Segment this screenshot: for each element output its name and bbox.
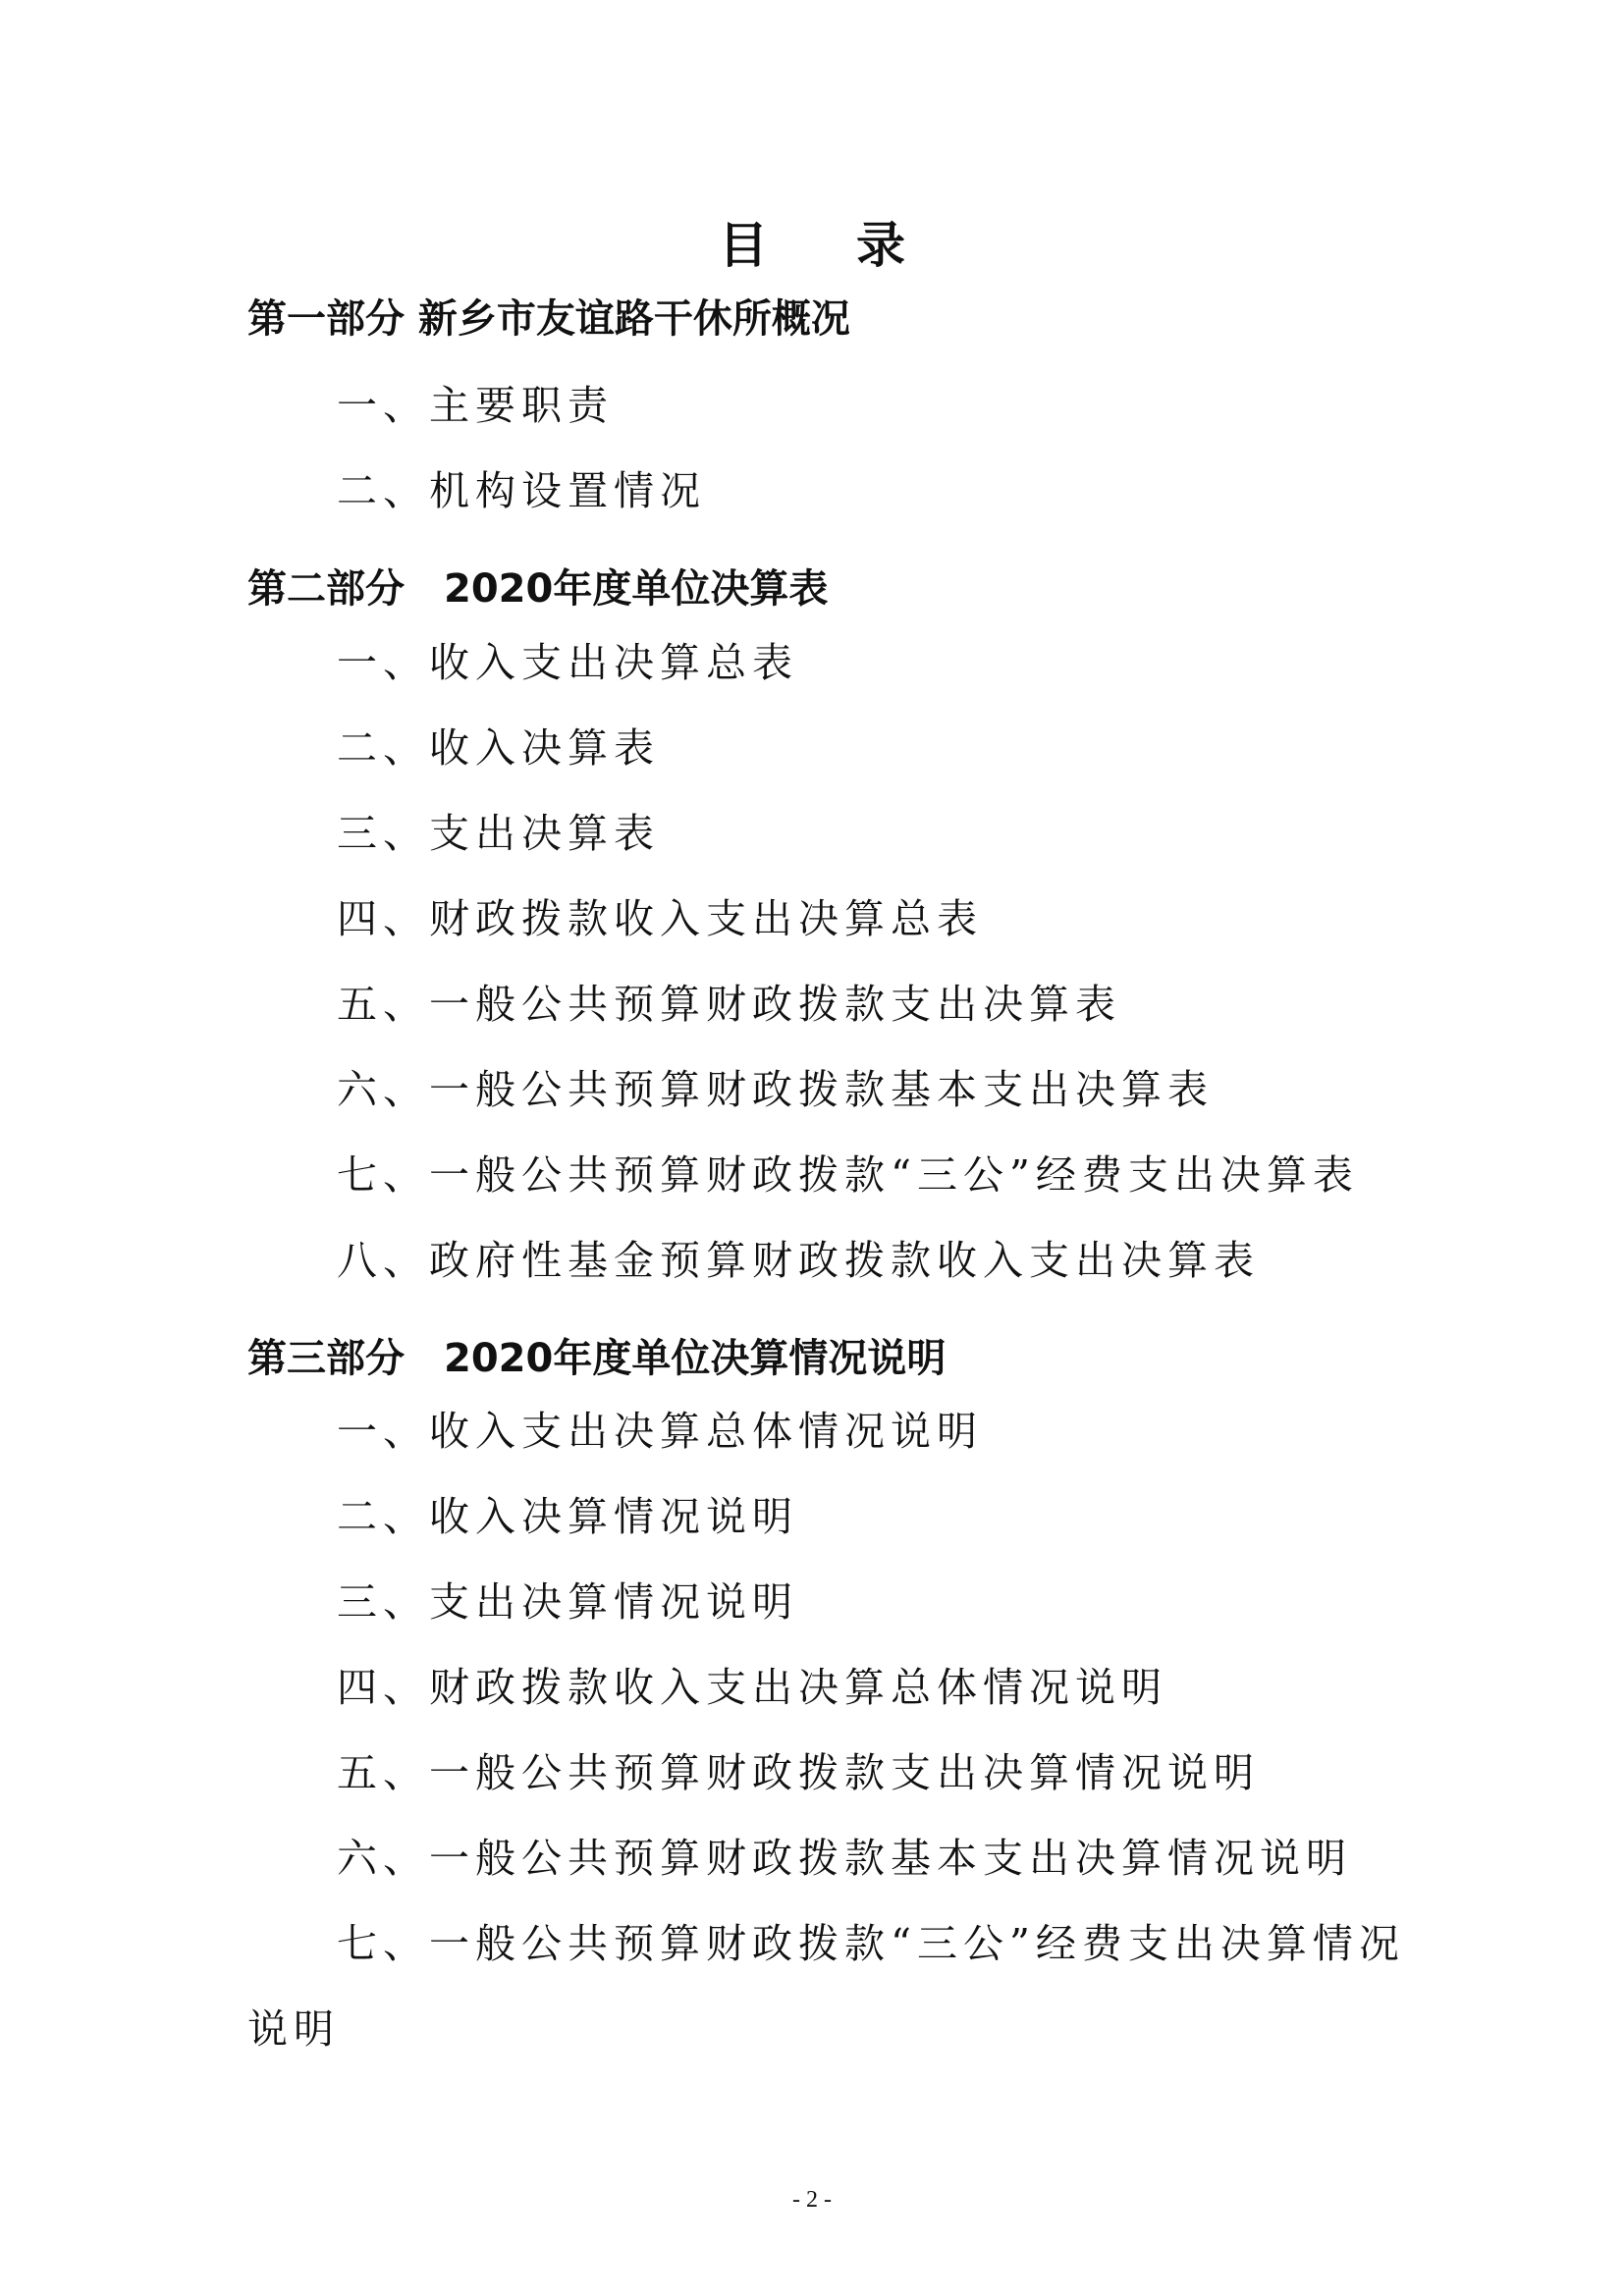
toc-item: 四、财政拨款收入支出决算总体情况说明: [337, 1664, 1167, 1711]
toc-item: 二、机构设置情况: [337, 467, 706, 514]
toc-item: 六、一般公共预算财政拨款基本支出决算表: [337, 1066, 1214, 1113]
toc-item: 三、支出决算表: [337, 810, 660, 857]
toc-item: 五、一般公共预算财政拨款支出决算表: [337, 981, 1121, 1028]
toc-item: 七、一般公共预算财政拨款“三公”经费支出决算情况: [337, 1920, 1405, 1967]
toc-item: 五、一般公共预算财政拨款支出决算情况说明: [337, 1749, 1260, 1796]
toc-item: 七、一般公共预算财政拨款“三公”经费支出决算表: [337, 1151, 1359, 1199]
page-title: 目录: [719, 216, 994, 274]
toc-item: 八、政府性基金预算财政拨款收入支出决算表: [337, 1237, 1260, 1284]
toc-item: 三、支出决算情况说明: [337, 1578, 798, 1626]
toc-item: 一、收入支出决算总表: [337, 639, 798, 686]
toc-part-3: 第三部分 2020年度单位决算情况说明: [247, 1336, 947, 1381]
toc-item: 四、财政拨款收入支出决算总表: [337, 895, 983, 942]
toc-item: 二、收入决算表: [337, 724, 660, 772]
toc-item: 一、主要职责: [337, 382, 614, 429]
toc-part-1: 第一部分 新乡市友谊路干休所概况: [247, 296, 850, 342]
toc-item: 二、收入决算情况说明: [337, 1493, 798, 1540]
toc-part-2: 第二部分 2020年度单位决算表: [247, 566, 829, 612]
toc-item-continuation: 说明: [247, 2005, 340, 2053]
page-number: - 2 -: [792, 2187, 832, 2213]
toc-item: 六、一般公共预算财政拨款基本支出决算情况说明: [337, 1835, 1352, 1882]
toc-item: 一、收入支出决算总体情况说明: [337, 1408, 983, 1455]
